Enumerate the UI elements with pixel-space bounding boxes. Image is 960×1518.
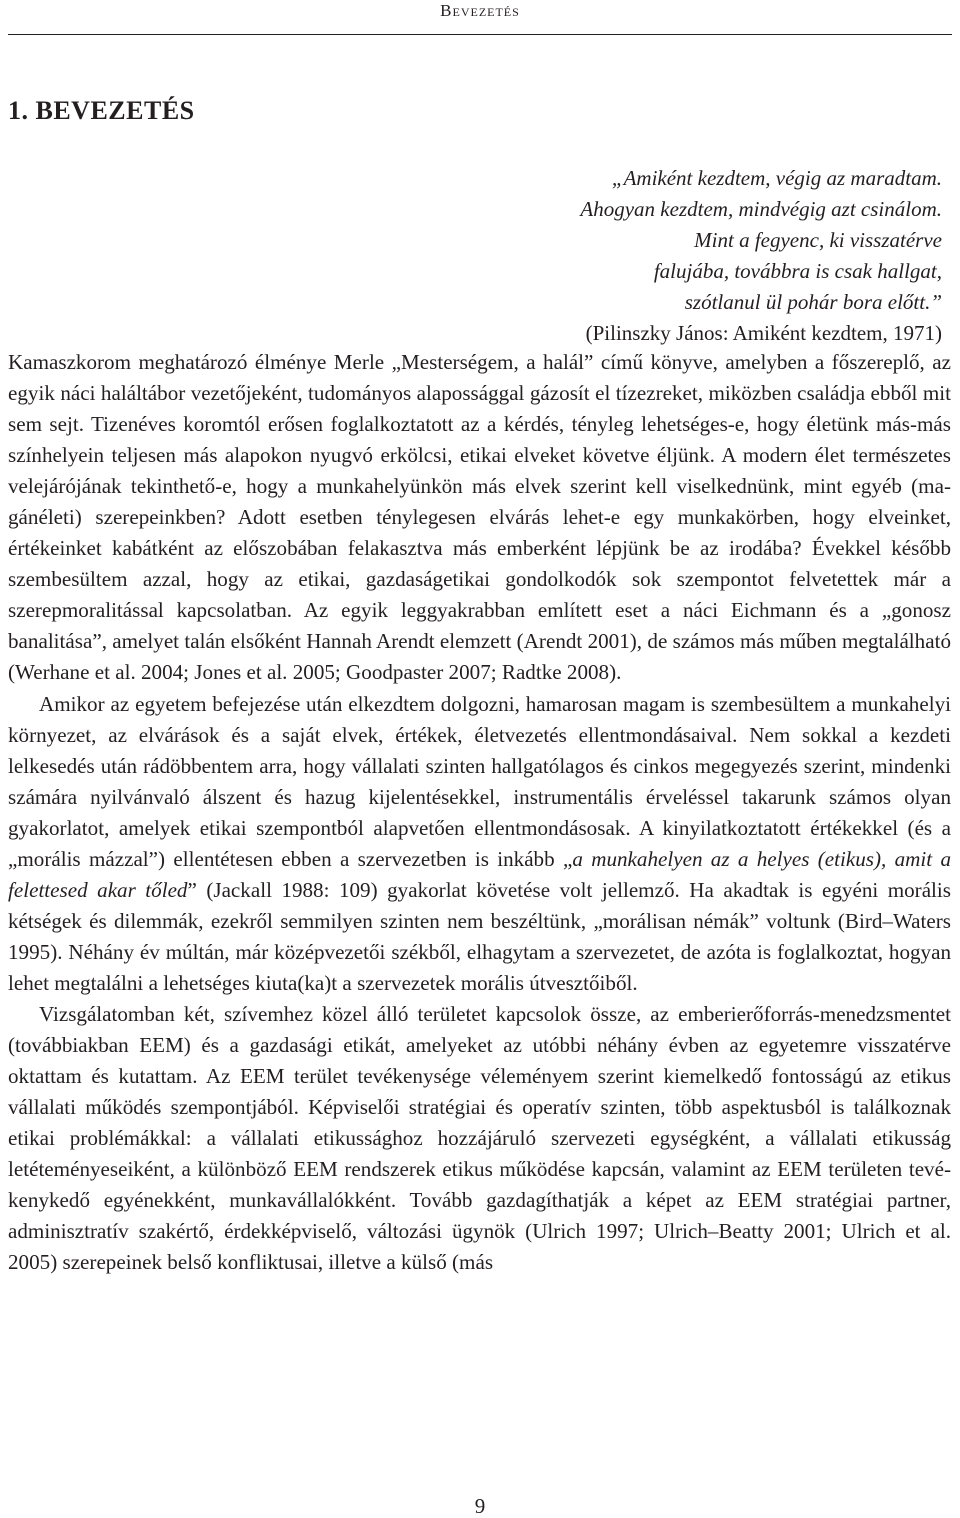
paragraph (8, 999, 951, 1278)
paragraph-text: ” (Jackall 1988: 109) gyakorlat követése volt jellemző. Ha akadtak is egyéni morális kétségek és dilemmák, ezekről semmilyen szinten nem beszéltünk, „morálisan némák” voltunk (Bird–Waters 1995). Néhány év múltán, már középvezetői székből, elhagytam a szervezetet, de azóta is foglalkoztat, hogyan lehet megtalálni a lehetséges kiuta(ka)t a szervezetek morális útvesztőiből. (8, 877, 951, 995)
running-head: Bevezetés (440, 1, 520, 20)
epigraph-line: szótlanul ül pohár bora előtt.” (684, 290, 942, 314)
paragraph-text: Kamaszkorom meghatározó élménye Merle „Mesterségem, a halál” című könyve, amelyben a főszereplő, az egyik náci haláltábor vezetőjeként, tudományos alapossággal gázosít el tízezreket, miközben családja ebből mit sem sejt. Tizenéves koromtól erősen foglalkoztatott az a kérdés, tényleg lehetséges-e, hogy életünk más-más színhelyein teljesen más alapokon nyugvó erkölcsi, etikai elveket követve éljünk. A modern élet természetes velejárójának tekinthető-e, hogy a munkahelyünkön más elvek szerint kell viselkednünk, mint egyéb (magánéleti) szerepeinkben? Adott esetben ténylegesen elvárás lehet-e egy munkakörben, hogy elveinket, értékeinket kabátként az előszobában felakasztva más emberként lépjünk be az irodába? Évekkel később szembesültem azzal, hogy az etikai, gazdaságetikai gondolkodók sok szempontot felvetettek már a szerepmoralitással kapcsolatban. Az egyik leggyakrabban említett eset a náci Eichmann és a „gonosz banalitása”, amelyet talán elsőként Hannah Arendt elemzett (Arendt 2001), de számos más műben megtalálható (Werhane et al. 2004; Jones et al. 2005; Goodpaster 2007; Radtke 2008). (8, 350, 951, 685)
epigraph-line: „Amiként kezdtem, végig az maradtam. (611, 166, 942, 190)
paragraph-text: Amikor az egyetem befejezése után elkezdtem dolgozni, hamarosan magam is szembesültem a munkahelyi környezet, az elvárások és a saját elvek, értékek, életvezetés ellentmondásaival. Nem sokkal a kezdeti lelkesedés után rádöbbentem arra, hogy vállalati szinten hallgatólagos és cinkos megegyezés szerint, mindenki számára nyilvánvaló álszent és hazug kijelentésekkel, instrumentális érveléssel takarunk számos olyan gyakorlatot, amelyek etikai szempontból alapvetően ellentmondásosak. A kinyilatkoztatott értékekkel (és a „morális mázzal”) ellentétesen ebben a szervezetben is inkább „ (8, 691, 951, 871)
epigraph (382, 163, 942, 349)
epigraph-line: Ahogyan kezdtem, mindvégig azt csinálom. (580, 197, 942, 221)
body-text (8, 347, 951, 1278)
epigraph-source: (Pilinszky János: Amiként kezdtem, 1971) (585, 321, 942, 345)
header-rule (8, 34, 952, 35)
paragraph-text: Vizsgálatomban két, szívemhez közel álló területet kapcsolok össze, az emberierőforrás-menedzsmentet (továbbiakban EEM) és a gazdasági etikát, amelyeket az utóbbi néhány évben az egyetemre visszatérve oktattam és kutattam. Az EEM terület tevékenysége véleményem szerint kiemelkedő fontosságú az etikus vállalati működés szempontjából. Képviselői stratégiai és operatív szinten, több aspektusból is találkoznak etikai problémákkal: a vállalati etikussághoz hozzájáruló szervezeti egységként, a vállalati etikusság letéteményeseiként, a különböző EEM rendszerek etikus működése kapcsán, valamint az EEM területen tevékenykedő egyénekként, munkavállalókként. Tovább gazdagíthatják a képet az EEM stratégiai partner, adminisztratív szakértő, érdekképviselő, változási ügynök (Ulrich 1997; Ulrich–Beatty 2001; Ulrich et al. 2005) szerepeinek belső konfliktusai, illetve a külső (más (8, 1001, 951, 1275)
page-number: 9 (474, 1494, 486, 1518)
paragraph (8, 347, 951, 689)
epigraph-line: Mint a fegyenc, ki visszatérve (694, 228, 942, 252)
epigraph-line: falujába, továbbra is csak hallgat, (653, 259, 942, 283)
chapter-title: 1. BEVEZETÉS (8, 96, 195, 125)
paragraph (8, 689, 951, 999)
paragraph-quote: a munkahelyen az a helyes (etikus), amit a felettesed akar tőled (8, 846, 951, 902)
